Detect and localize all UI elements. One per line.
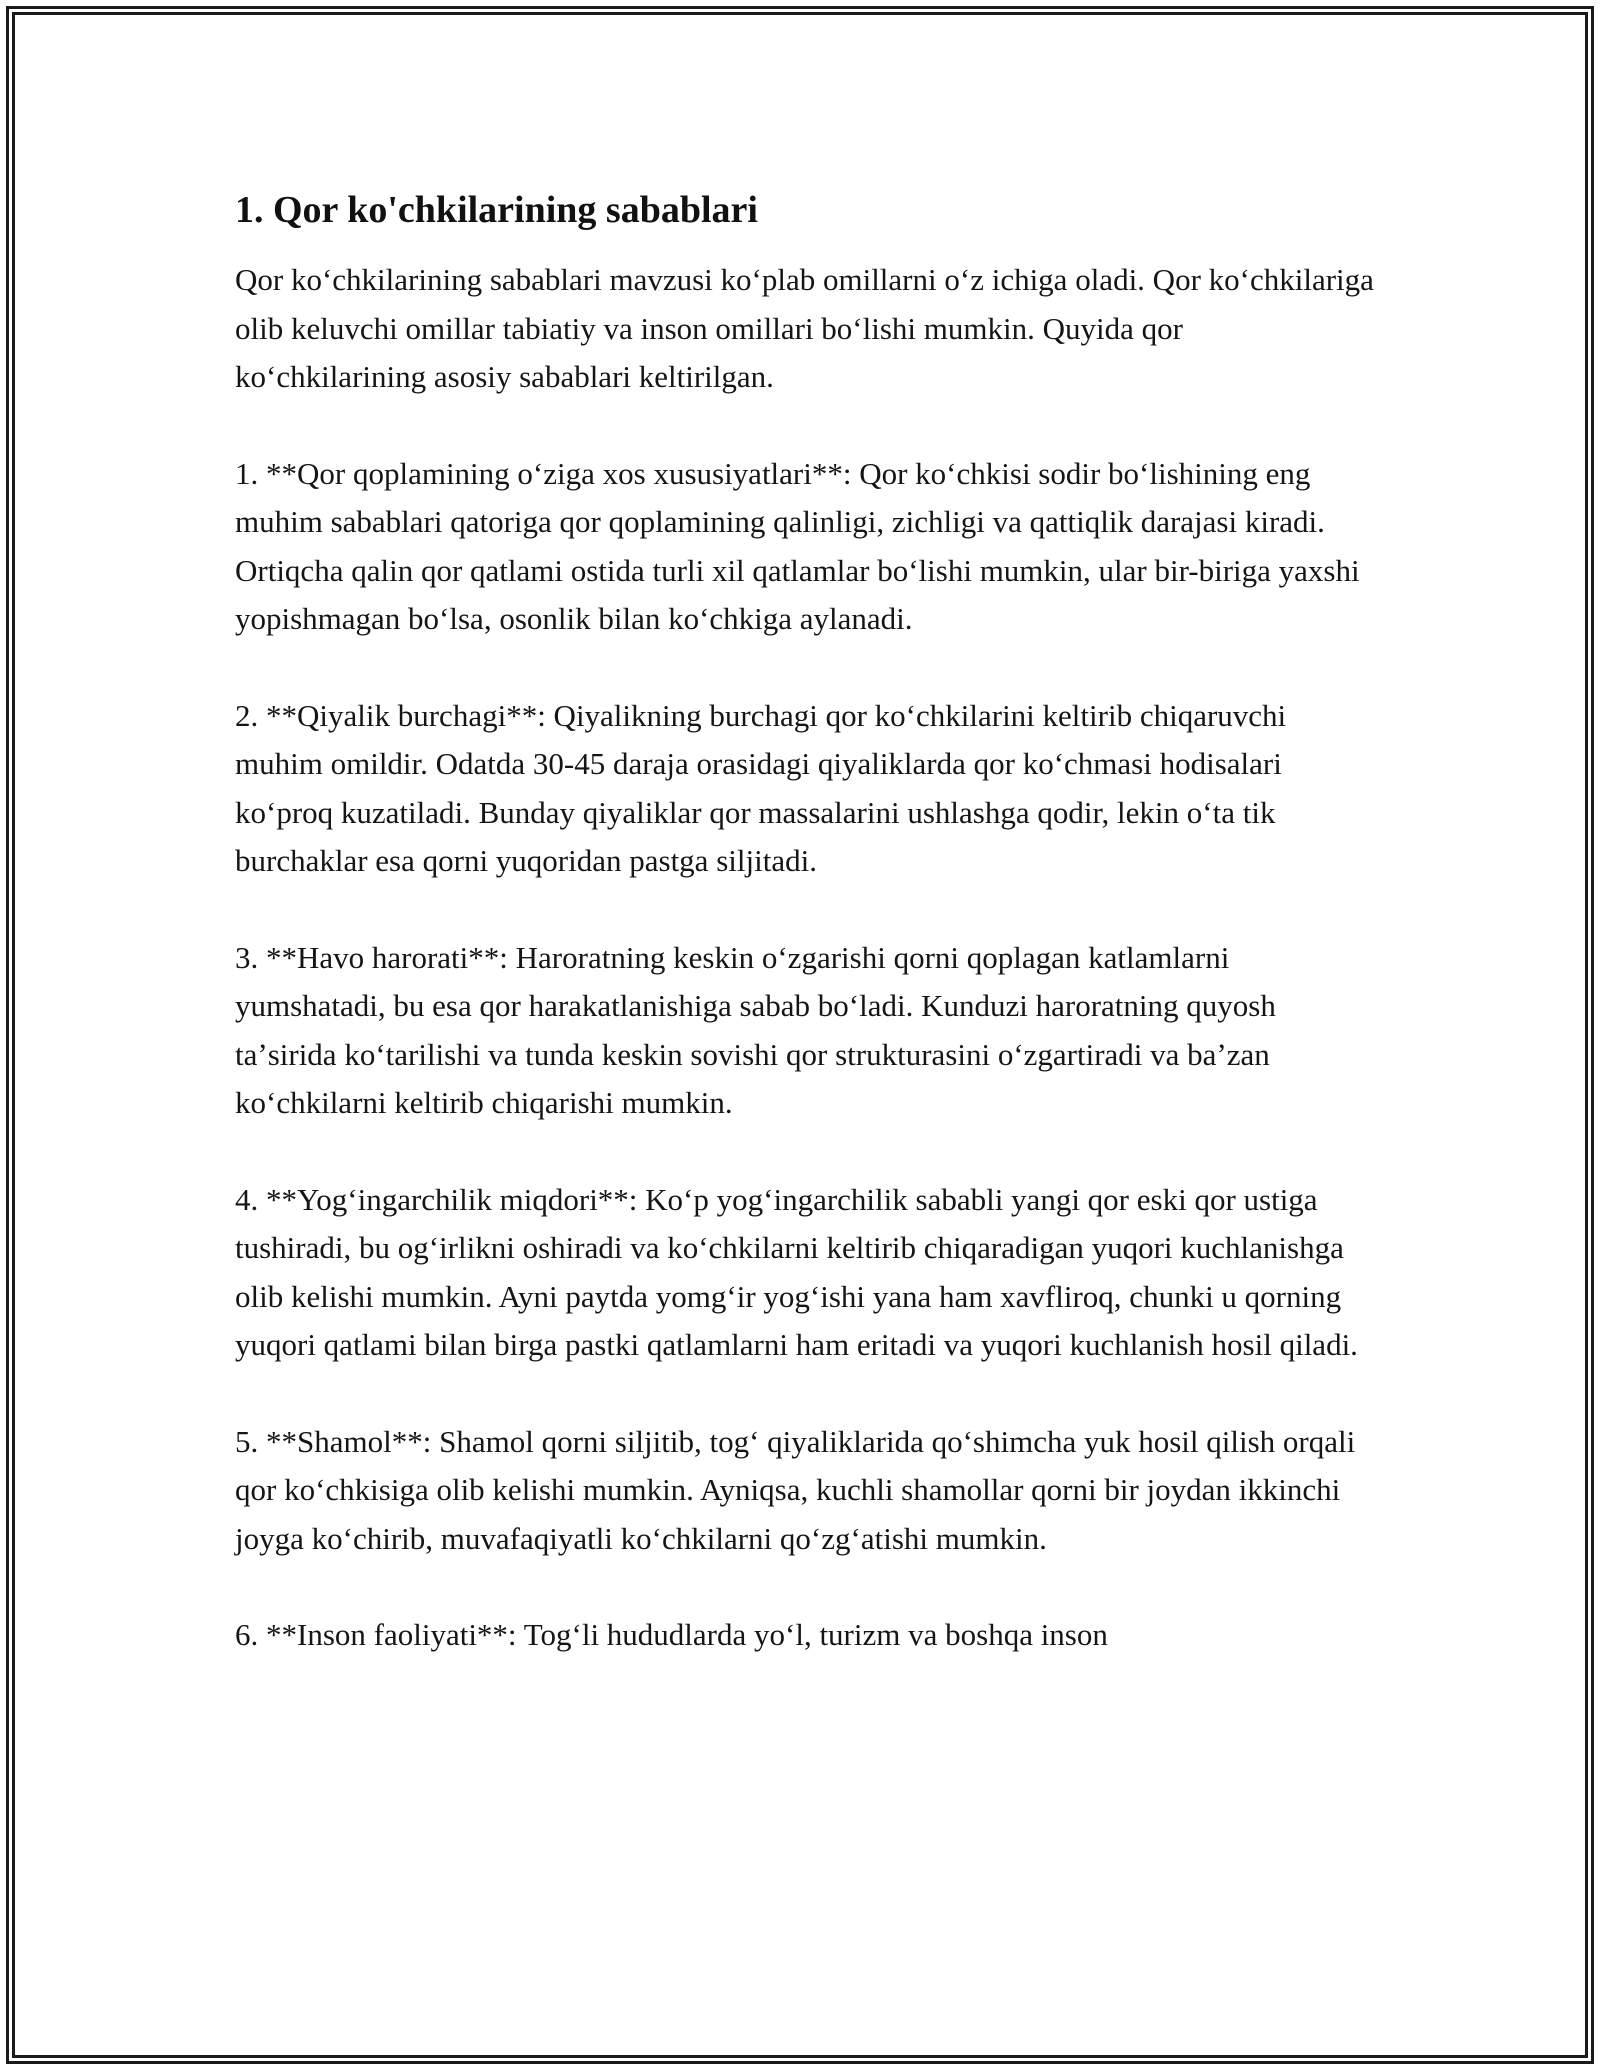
intro-paragraph: Qor koʻchkilarining sabablari mavzusi koʻplab omillarni oʻz ichiga oladi. Qor koʻchkilariga olib keluvchi omillar tabiatiy va inson omillari boʻlishi mumkin. Quyida qor koʻchkilarining asosiy sabablari keltirilgan. xyxy=(235,262,1374,394)
cause-snow-cover-paragraph: 1. **Qor qoplamining oʻziga xos xususiyatlari**: Qor koʻchkisi sodir boʻlishining eng muhim sabablari qatoriga qor qoplamining qalinligi, zichligi va qattiqlik darajasi kiradi. Ortiqcha qalin qor qatlami ostida turli xil qatlamlar boʻlishi mumkin, ular bir-biriga yaxshi yopishmagan boʻlsa, osonlik bilan koʻchkiga aylanadi. xyxy=(235,455,1360,636)
cause-precipitation-paragraph: 4. **Yogʻingarchilik miqdori**: Koʻp yogʻingarchilik sababli yangi qor eski qor ustiga tushiradi, bu ogʻirlikni oshiradi va koʻchkilarni keltirib chiqaradigan yuqori kuchlanishga olib kelishi mumkin. Ayni paytda yomgʻir yogʻishi yana ham xavfliroq, chunki u qorning yuqori qatlami bilan birga pastki qatlamlarni ham eritadi va yuqori kuchlanish hosil qiladi. xyxy=(235,1181,1358,1362)
section-heading: 1. Qor ko'chkilarining sabablari xyxy=(235,189,758,231)
cause-slope-angle-paragraph: 2. **Qiyalik burchagi**: Qiyalikning burchagi qor koʻchkilarini keltirib chiqaruvchi muhim omildir. Odatda 30-45 daraja orasidagi qiyaliklarda qor koʻchmasi hodisalari koʻproq kuzatiladi. Bunday qiyaliklar qor massalarini ushlashga qodir, lekin oʻta tik burchaklar esa qorni yuqoridan pastga siljitadi. xyxy=(235,697,1287,878)
cause-air-temperature-paragraph: 3. **Havo harorati**: Haroratning keskin oʻzgarishi qorni qoplagan katlamlarni yumshatadi, bu esa qor harakatlanishiga sabab boʻladi. Kunduzi haroratning quyosh taʼsirida koʻtarilishi va tunda keskin sovishi qor strukturasini oʻzgartiradi va baʼzan koʻchkilarni keltirib chiqarishi mumkin. xyxy=(235,939,1276,1120)
cause-human-activity-paragraph: 6. **Inson faoliyati**: Togʻli hududlarda yoʻl, turizm va boshqa inson xyxy=(235,1617,1108,1652)
document-body xyxy=(235,186,1375,1708)
cause-wind-paragraph: 5. **Shamol**: Shamol qorni siljitib, togʻ qiyaliklarida qoʻshimcha yuk hosil qilish orqali qor koʻchkisiga olib kelishi mumkin. Ayniqsa, kuchli shamollar qorni bir joydan ikkinchi joyga koʻchirib, muvafaqiyatli koʻchkilarni qoʻzgʻatishi mumkin. xyxy=(235,1423,1356,1556)
